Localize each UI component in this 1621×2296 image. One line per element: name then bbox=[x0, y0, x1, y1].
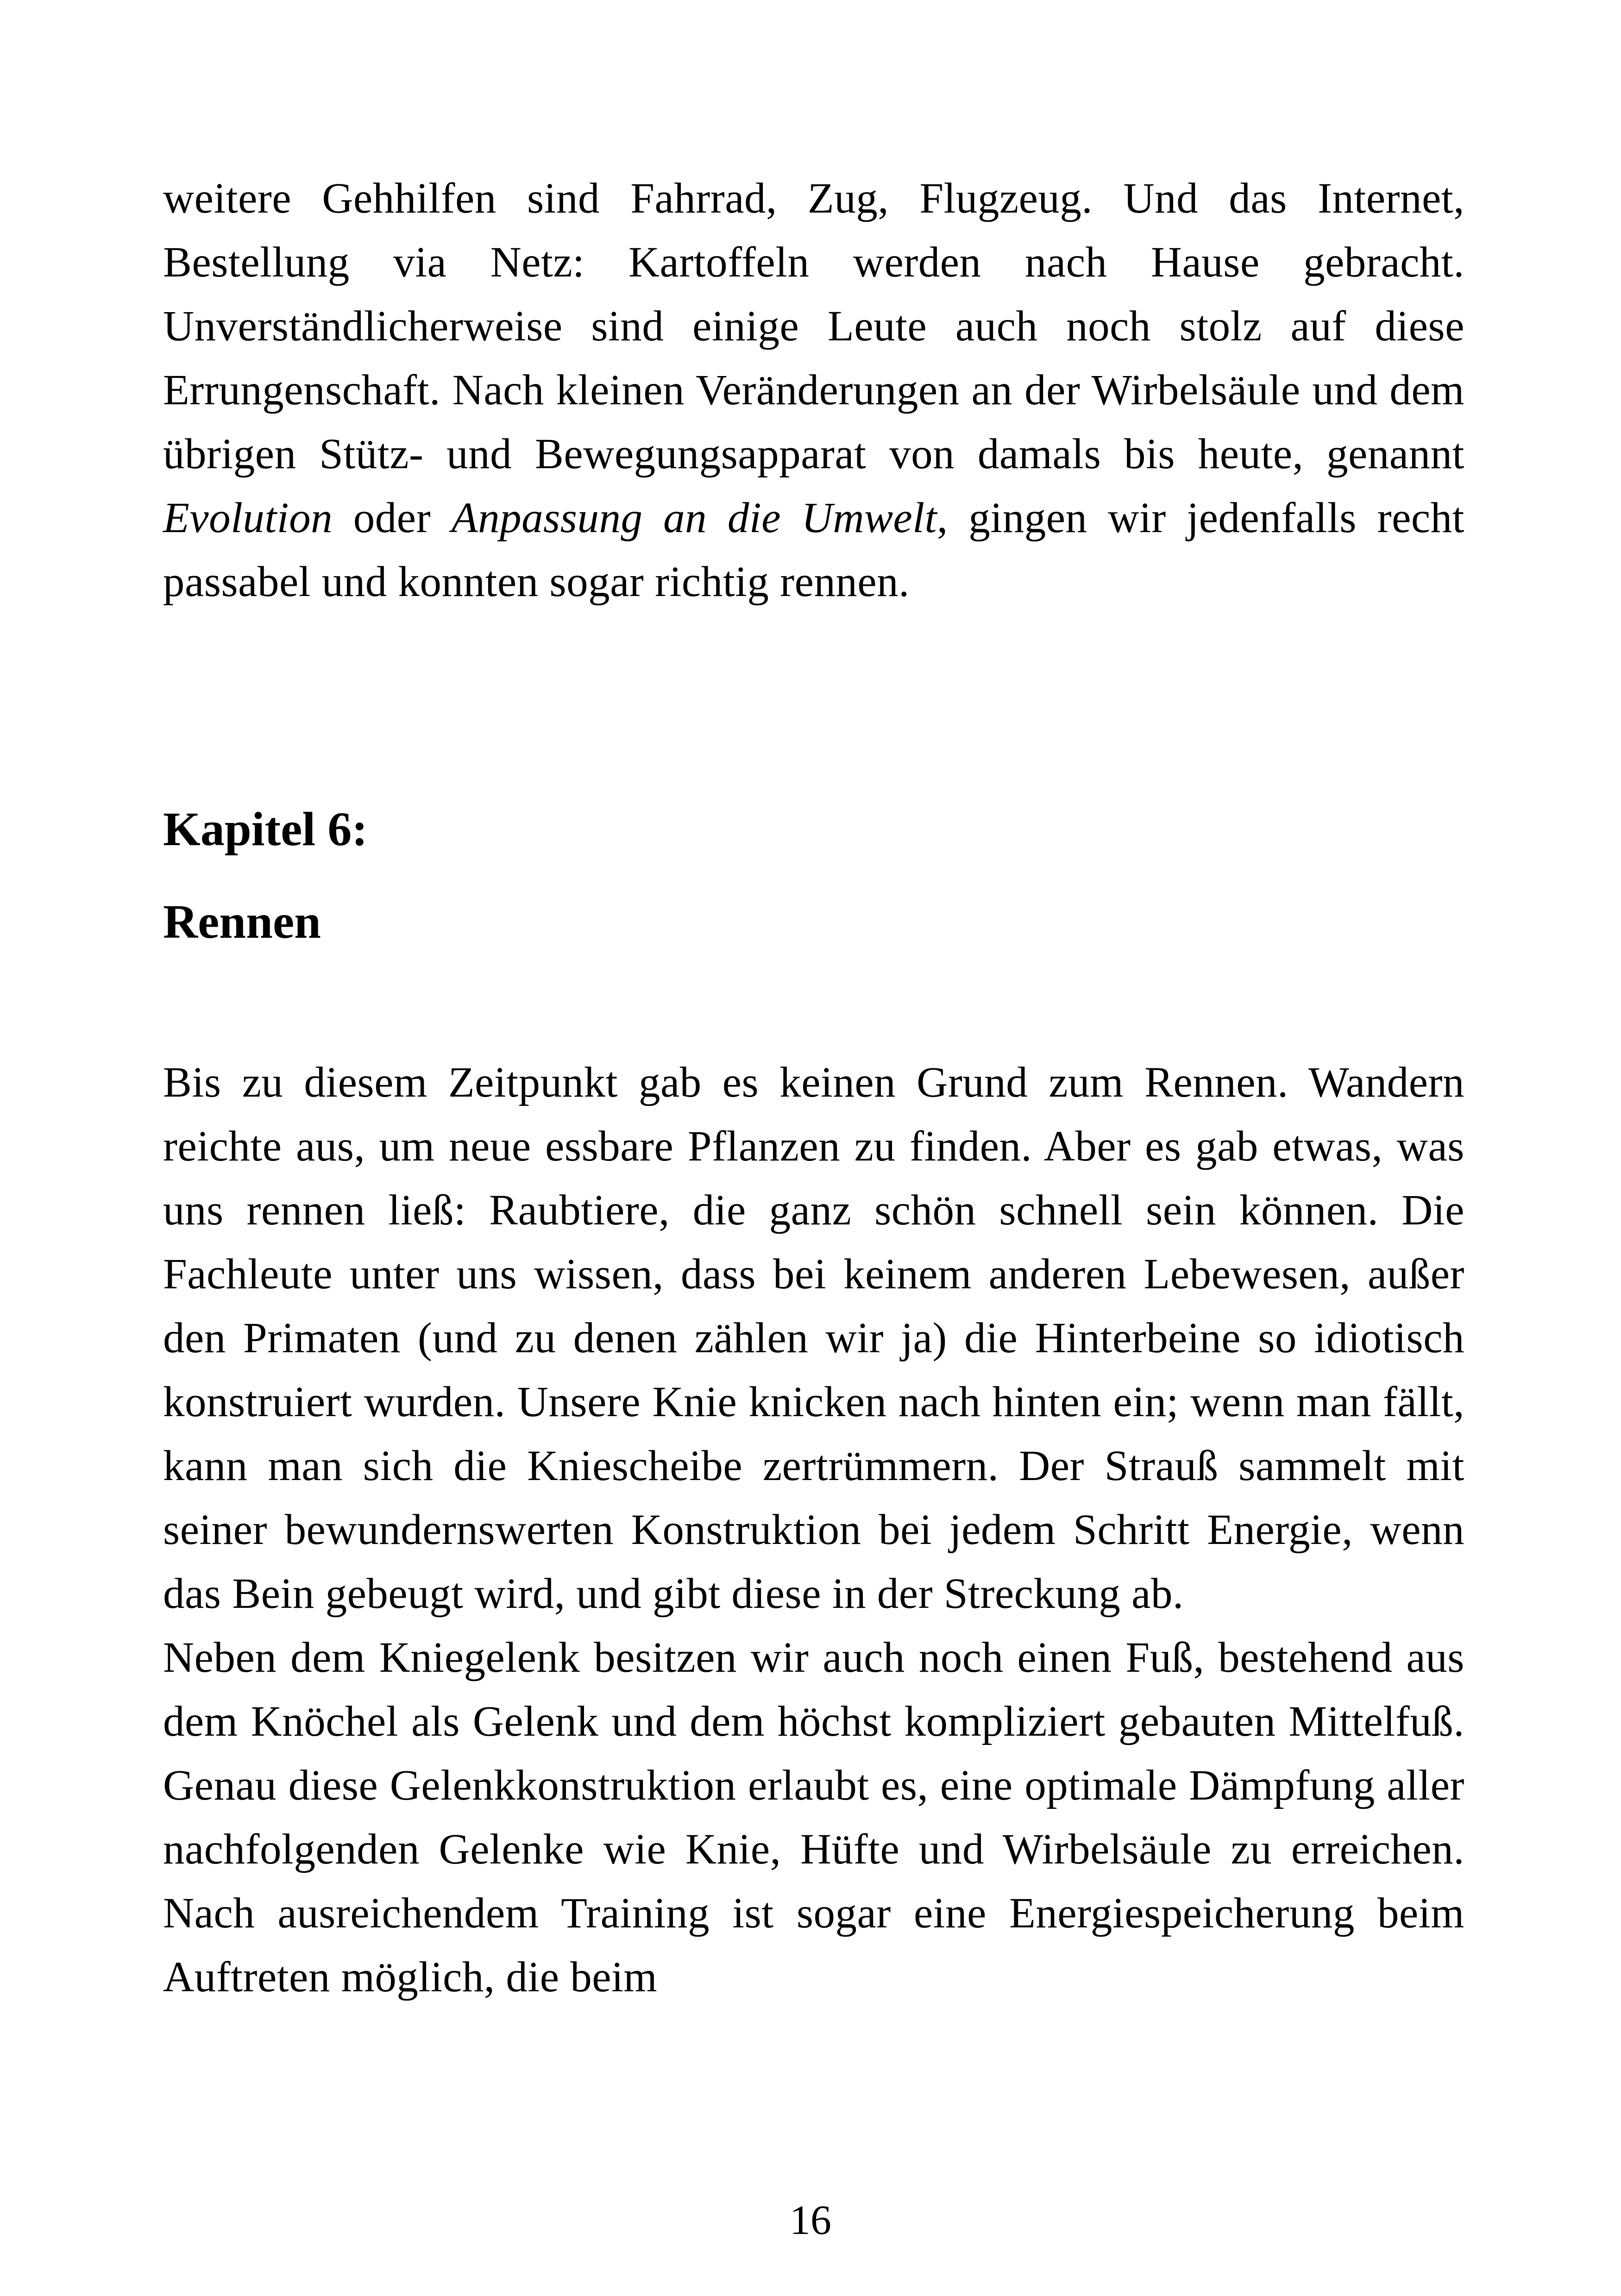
chapter-title: Rennen bbox=[163, 895, 321, 948]
paragraph-continuation bbox=[163, 167, 1464, 614]
italic-term-evolution: Evolution bbox=[163, 494, 333, 542]
page-number: 16 bbox=[790, 2197, 831, 2243]
italic-term-anpassung: Anpassung an die Umwelt bbox=[451, 494, 937, 542]
paragraph-body: Bis zu diesem Zeitpunkt gab es keinen Grund zum Rennen. Wandern reichte aus, um neue essbare Pflanzen zu finden. Aber es gab etwas, was uns rennen ließ: Raubtiere, die ganz schön schnell sein können. Die Fachleute unter uns wissen, dass bei keinem anderen Lebewesen, außer den Primaten (und zu denen zählen wir ja) die Hinterbeine so idiotisch konstruiert wurden. Unsere Knie knicken nach hinten ein; wenn man fällt, kann man sich die Kniescheibe zertrümmern. Der Strauß sammelt mit seiner bewundernswerten Konstruktion bei jedem Schritt Energie, wenn das Bein gebeugt wird, und gibt diese in der Streckung ab. bbox=[163, 1059, 1464, 1618]
paragraph-text: oder bbox=[333, 494, 452, 542]
paragraph-body: Neben dem Kniegelenk besitzen wir auch noch einen Fuß, bestehend aus dem Knöchel als Gelenk und dem höchst kompliziert gebauten Mittelfuß. Genau diese Gelenkkonstruktion erlaubt es, eine optimale Dämpfung aller nachfolgenden Gelenke wie Knie, Hüfte und Wirbelsäule zu erreichen. Nach ausreichendem Training ist sogar eine Energiespeicherung beim Auftreten möglich, die beim bbox=[163, 1634, 1464, 2001]
paragraph-text: weitere Gehhilfen sind Fahrrad, Zug, Flugzeug. Und das Internet, Bestellung via Netz: Kartoffeln werden nach Hause gebracht. Unverständlicherweise sind einige Leute auch noch stolz auf diese Errungenschaft. Nach kleinen Veränderungen an der Wirbelsäule und dem übrigen Stütz- und Bewegungsapparat von damals bis heute, genannt bbox=[163, 175, 1464, 478]
text-block bbox=[163, 167, 1464, 2009]
chapter-heading: Kapitel 6: bbox=[163, 803, 368, 856]
paragraph-text: , gingen wir jedenfalls recht passabel und konnten sogar richtig rennen. bbox=[163, 494, 1464, 606]
